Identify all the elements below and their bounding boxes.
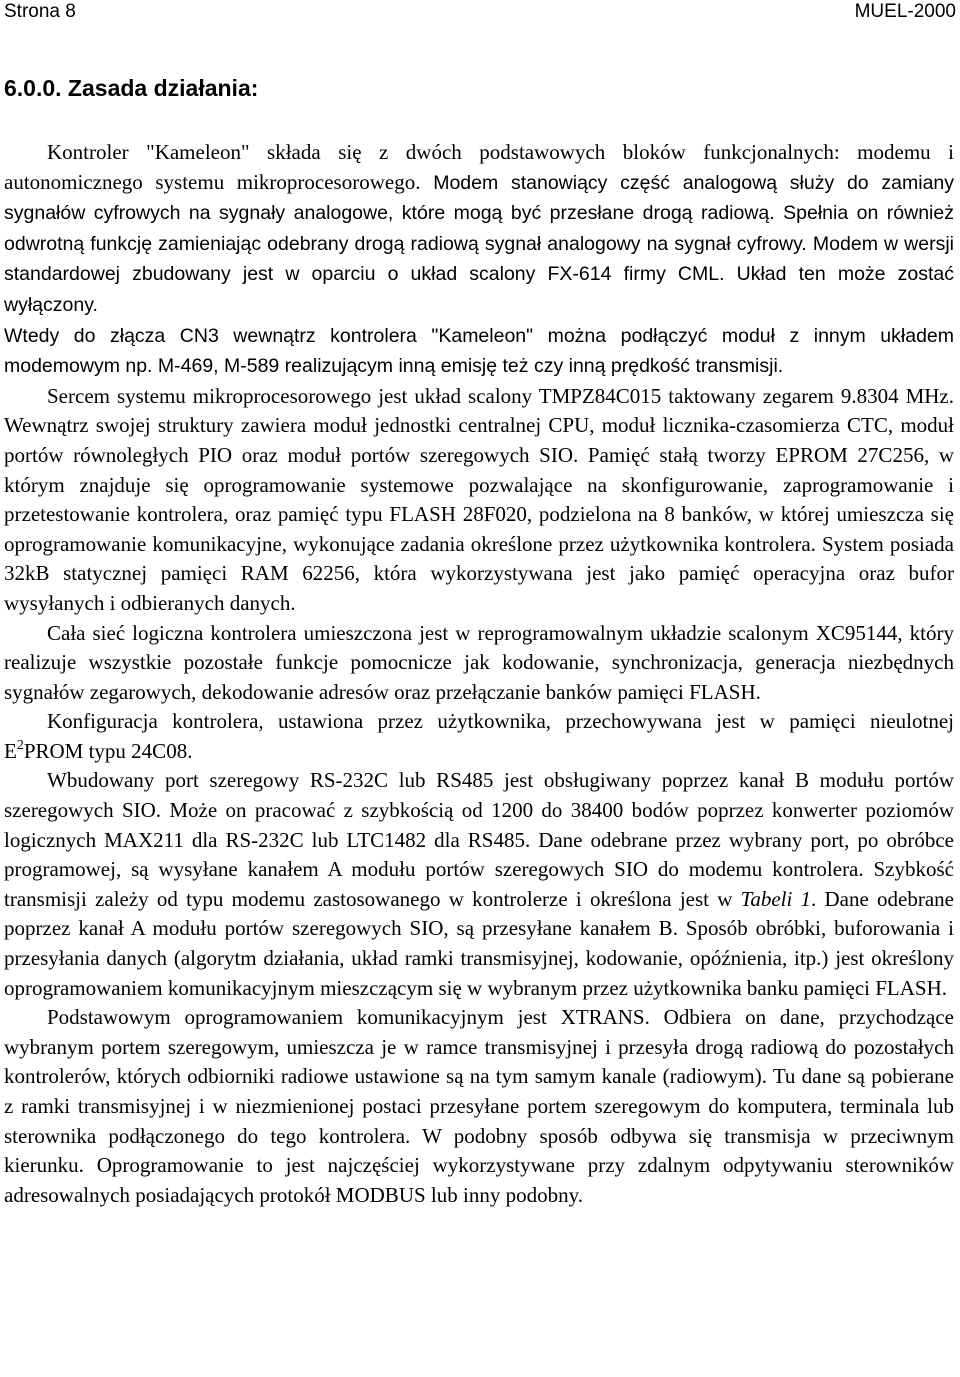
text-run: System posiada 32kB statycznej pamięci RAM 62256, która wykorzystywana jest jako pamięć operacyjna oraz bufor wysyłanych i odbieranych danych. — [4, 531, 954, 615]
text-run: . — [811, 886, 817, 911]
paragraph-serial-port — [4, 766, 954, 1003]
document-code: MUEL-2000 — [854, 1, 956, 22]
text-run: Szybkość transmisji zależy od typu modemu zastosowanego w kontrolerze i określona jest w — [4, 857, 954, 911]
text-run: M-469, M-589 realizującym inną emisję też czy inną prędkość transmisji. — [152, 355, 784, 378]
document-body — [4, 138, 954, 1210]
text-run: Odbiera on dane, przychodzące wybranym portem szeregowym, umieszcza je w ramce transmisyjnej i przesyła drogą radiową do pozostałych kontrolerów, których odbiorniki radiowe ustawione są na tym samym kanale (radiowym). — [4, 1005, 954, 1089]
text-run: Układ ten może zostać wyłączony. — [4, 263, 954, 316]
text-run: Sposób obróbki, buforowania i przesyłania danych (algorytm działania, układ ramki transmisyjnej, kodowanie, opóźnienia, itp.) jest określony oprogramowaniem komunikacyjnym mieszczącym się w wybranym przez użytkownika banku pamięci FLASH. — [4, 916, 954, 1000]
table-reference: Tabeli 1 — [740, 886, 812, 911]
text-run: Wewnątrz swojej struktury zawiera moduł jednostki centralnej CPU, moduł licznika-czasomierza CTC, moduł portów równoległych PIO oraz moduł portów szeregowych SIO. — [4, 413, 954, 467]
text-run: Pamięć stałą tworzy EPROM 27C256, w którym znajduje się oprogramowanie systemowe pozwalające na skonfigurowanie, zaprogramowanie i przetestowanie kontrolera, oraz pamięć typu FLASH 28F020, podzielona na 8 banków, w której umieszcza się oprogramowanie komunikacyjne, wykonujące zadania określone przez użytkownika kontrolera. — [4, 442, 954, 556]
paragraph-xtrans-software — [4, 1003, 954, 1210]
text-run: Modem stanowiący część analogową służy do zamiany sygnałów cyfrowych na sygnały analogowe, które mogą być przesłane drogą radiową. — [4, 171, 955, 225]
text-run: Oprogramowanie to jest najczęściej wykorzystywane przy zdalnym odpytywaniu sterowników adresowalnych posiadających protokół MODBUS lub inny podobny. — [4, 1153, 954, 1207]
text-run: Sercem systemu mikroprocesorowego jest układ scalony TMPZ84C015 taktowany zegarem 9.8304 MHz. — [47, 383, 954, 408]
text-run: Dane odebrane przez wybrany port, po obróbce programowej, są wysyłane kanałem A modułu portów szeregowych SIO do modemu kontrolera. — [4, 827, 954, 882]
text-run: W podobny sposób odbywa się transmisja w przeciwnym kierunku. — [4, 1123, 954, 1178]
text-run: Spełnia on również odwrotną funkcję zamieniając odebrany drogą radiową sygnał analogowy na sygnał cyfrowy. — [4, 202, 954, 255]
text-run: Dane odebrane poprzez kanał A modułu portów szeregowych SIO, są przesyłane kanałem B. — [4, 886, 954, 941]
paragraph-configuration — [4, 707, 954, 766]
paragraph-logic-network: Cała sieć logiczna kontrolera umieszczona jest w reprogramowalnym układzie scalonym XC95144, który realizuje wszystkie pozostałe funkcje pomocnicze jak kodowanie, synchronizacja, generacja niezbędnych sygnałów zegarowych, dekodowanie adresów oraz przełączanie banków pamięci FLASH. — [4, 620, 954, 704]
paragraph-controller-overview — [4, 138, 954, 382]
text-run: Podstawowym oprogramowaniem komunikacyjnym jest XTRANS. — [47, 1005, 650, 1030]
section-heading: 6.0.0. Zasada działania: — [4, 75, 259, 101]
paragraph-microprocessor-system — [4, 382, 954, 619]
page-number: Strona 8 — [4, 1, 76, 22]
text-run: PROM typu 24C08. — [23, 738, 193, 763]
text-run: Wbudowany port szeregowy RS-232C lub RS485 jest obsługiwany poprzez kanał B modułu portów szeregowych SIO. — [4, 768, 954, 823]
text-run: Tu dane są pobierane z ramki transmisyjnej i w niezmienionej postaci przesyłane portem szeregowym do komputera, terminala lub sterownika podłączonego do tego kontrolera. — [4, 1064, 954, 1148]
text-run: Wtedy do złącza CN3 wewnątrz kontrolera "Kameleon" można podłączyć moduł z innym układem modemowym np. — [4, 324, 954, 378]
text-run: Kontroler "Kameleon" składa się z dwóch podstawowych bloków funkcjonalnych: modemu i autonomicznego systemu mikroprocesorowego. — [4, 140, 954, 194]
text-run: Modem w wersji standardowej zbudowany jest w oparciu o układ scalony FX-614 firmy CML. — [4, 232, 954, 286]
superscript: 2 — [16, 737, 24, 753]
text-run: Może on pracować z szybkością od 1200 do 38400 bodów poprzez konwerter poziomów logicznych MAX211 dla RS-232C lub LTC1482 dla RS485. — [4, 798, 955, 852]
text-run: Konfiguracja kontrolera, ustawiona przez użytkownika, przechowywana jest w pamięci nieulotnej E — [4, 709, 954, 763]
